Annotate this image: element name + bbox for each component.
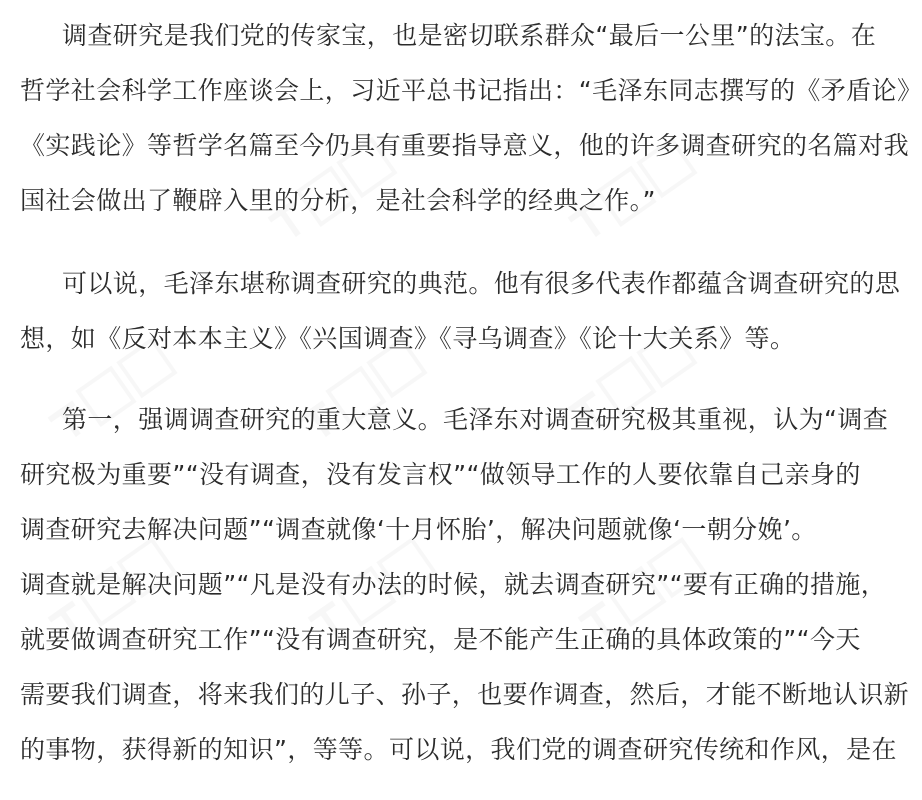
paragraph-3-line-6: 需要我们调查，将来我们的儿子、孙子，也要作调查，然后，才能不断地认识新 bbox=[20, 680, 910, 709]
paragraph-2-line-2: 想，如《反对本本主义》《兴国调查》《寻乌调查》《论十大关系》等。 bbox=[20, 324, 796, 353]
paragraph-3-line-1: 第一，强调调查研究的重大意义。毛泽东对调查研究极其重视，认为“调查 bbox=[62, 405, 889, 434]
paragraph-3-line-5: 就要做调查研究工作”“没有调查研究，是不能产生正确的具体政策的”“今天 bbox=[20, 625, 861, 654]
paragraph-1-line-2: 哲学社会科学工作座谈会上，习近平总书记指出：“毛泽东同志撰写的《矛盾论》 bbox=[20, 76, 922, 105]
paragraph-3-line-2: 研究极为重要”“没有调查，没有发言权”“做领导工作的人要依靠自己亲身的 bbox=[20, 460, 861, 489]
paragraph-3-line-3: 调查研究去解决问题”“调查就像‘十月怀胎’，解决问题就像‘一朝分娩’。 bbox=[20, 515, 817, 544]
paragraph-3-line-4: 调查就是解决问题”“凡是没有办法的时候，就去调查研究”“要有正确的措施， bbox=[20, 570, 887, 599]
paragraph-1-line-4: 国社会做出了鞭辟入里的分析，是社会科学的经典之作。” bbox=[20, 186, 656, 215]
paragraph-2-line-1: 可以说，毛泽东堪称调查研究的典范。他有很多代表作都蕴含调查研究的思 bbox=[62, 269, 901, 298]
paragraph-3-line-7: 的事物，获得新的知识”，等等。可以说，我们党的调查研究传统和作风，是在 bbox=[20, 735, 897, 764]
paragraph-1-line-1: 调查研究是我们党的传家宝，也是密切联系群众“最后一公里”的法宝。在 bbox=[62, 21, 877, 50]
paragraph-1-line-3: 《实践论》等哲学名篇至今仍具有重要指导意义，他的许多调查研究的名篇对我 bbox=[20, 131, 910, 160]
